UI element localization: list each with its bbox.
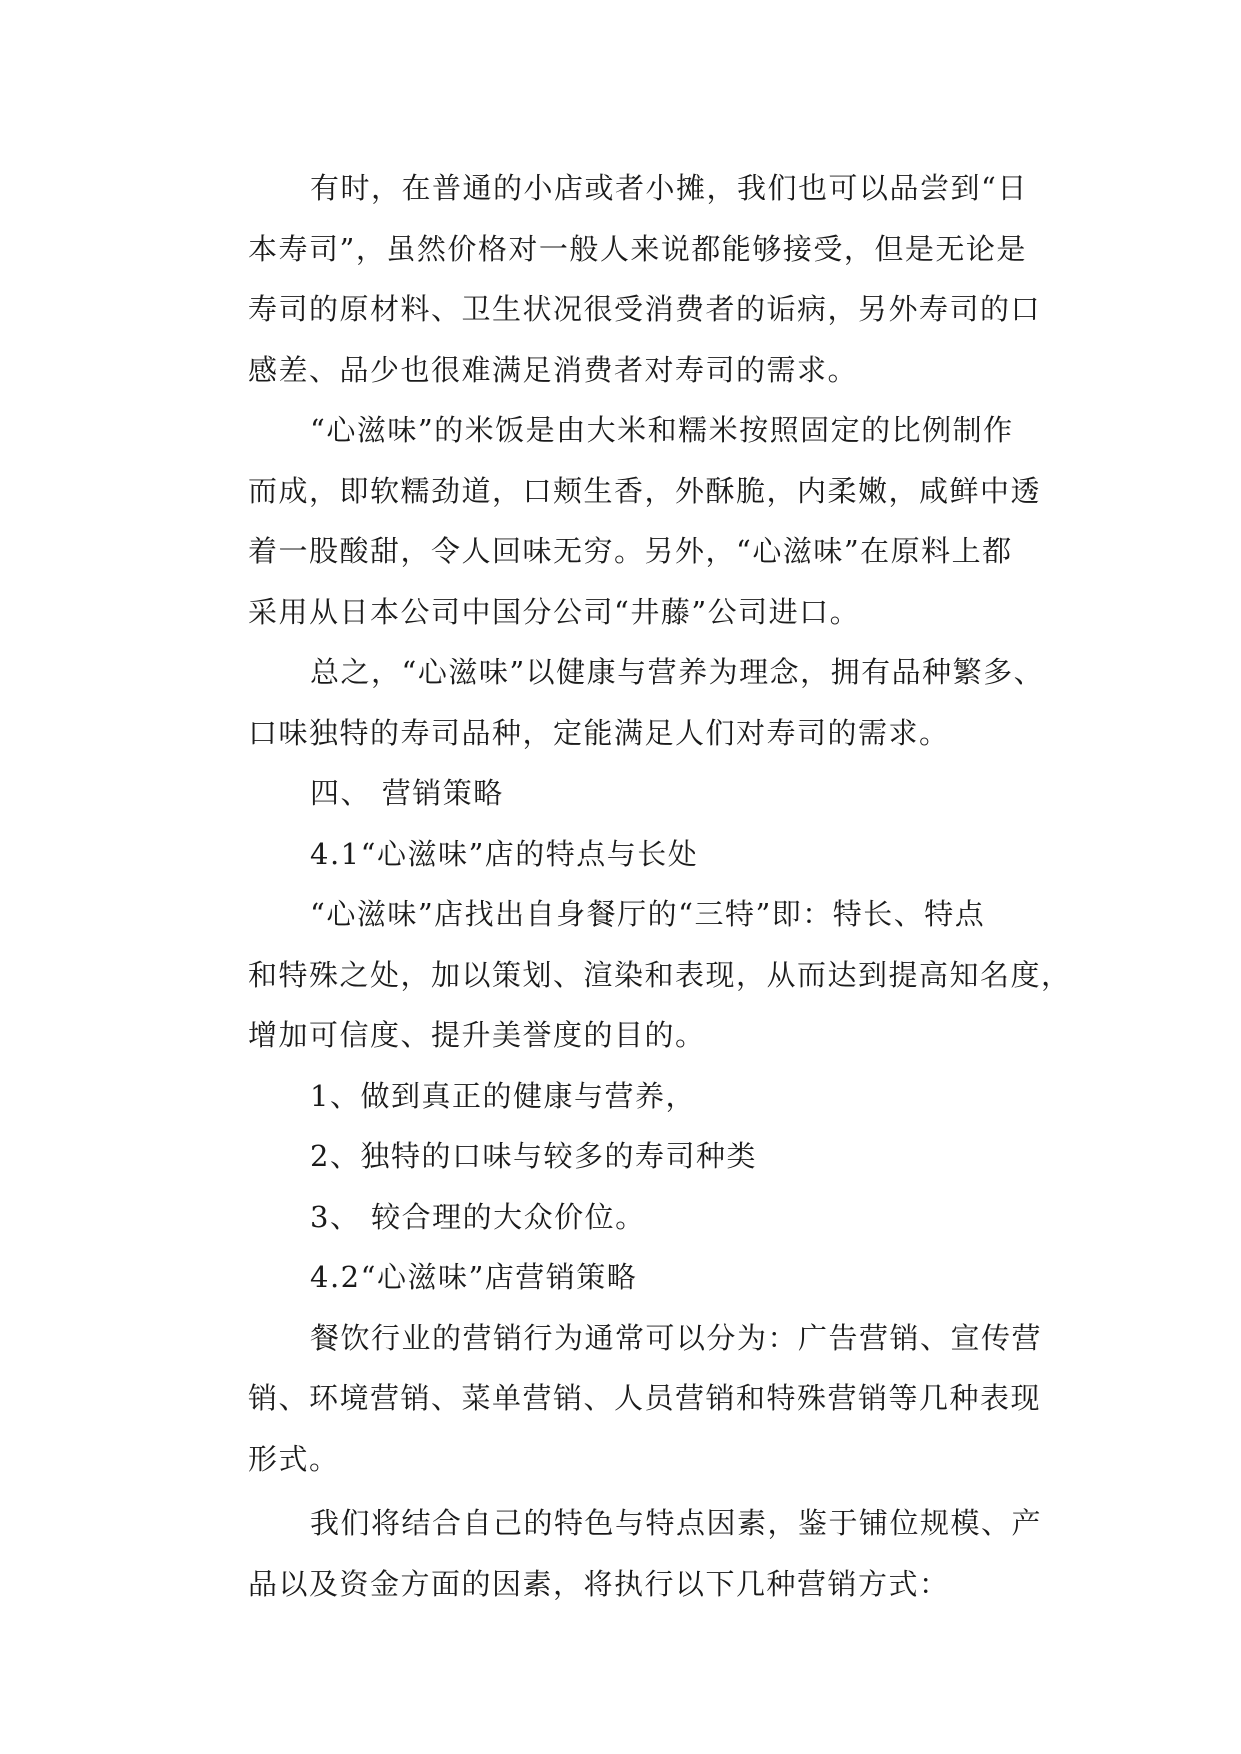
text-line: 着一股酸甜，令人回味无穷。另外，“心滋味”在原料上都 (248, 534, 1013, 568)
text-line: 和特殊之处，加以策划、渲染和表现，从而达到提高知名度， (248, 957, 1072, 992)
paragraph-rice (190, 400, 1090, 642)
paragraph-street-sushi (190, 158, 1090, 400)
text-line: 餐饮行业的营销行为通常可以分为：广告营销、宣传营 (310, 1320, 1043, 1355)
text-line: 口味独特的寿司品种，定能满足人们对寿司的需求。 (248, 715, 950, 750)
text-line: 总之，“心滋味”以健康与营养为理念，拥有品种繁多、 (310, 655, 1045, 689)
subsection-heading-4-2 (190, 1247, 1090, 1308)
text-line: 我们将结合自己的特色与特点因素，鉴于铺位规模、产 (310, 1506, 1043, 1540)
section-heading-marketing (190, 763, 1090, 824)
document-body (190, 158, 1090, 1614)
subsection-heading: 4.2“心滋味”店营销策略 (310, 1260, 638, 1294)
text-line: 而成，即软糯劲道，口颊生香，外酥脆，内柔嫩，咸鲜中透 (248, 473, 1042, 508)
text-line: 有时，在普通的小店或者小摊，我们也可以品尝到“日 (310, 171, 1028, 205)
text-line: 形式。 (248, 1441, 340, 1476)
text-line: 寿司的原材料、卫生状况很受消费者的诟病，另外寿司的口 (248, 292, 1042, 326)
paragraph-marketing-types (190, 1308, 1090, 1490)
text-line: “心滋味”店找出自身餐厅的“三特”即：特长、特点 (310, 897, 986, 931)
list-item: 2、独特的口味与较多的寿司种类 (310, 1139, 757, 1173)
subsection-heading-4-1 (190, 824, 1090, 885)
text-line: 品以及资金方面的因素，将执行以下几种营销方式： (248, 1566, 950, 1601)
list-item-1 (190, 1066, 1090, 1127)
text-line: 销、环境营销、菜单营销、人员营销和特殊营销等几种表现 (248, 1381, 1042, 1415)
list-item-2 (190, 1126, 1090, 1187)
paragraph-marketing-plan (190, 1493, 1090, 1614)
paragraph-summary (190, 642, 1090, 763)
text-line: 采用从日本公司中国分公司“井藤”公司进口。 (248, 594, 861, 629)
list-item-3 (190, 1187, 1090, 1248)
section-heading: 四、 营销策略 (310, 776, 504, 810)
text-line: 增加可信度、提升美誉度的目的。 (248, 1018, 706, 1052)
list-item: 1、做到真正的健康与营养， (310, 1078, 696, 1113)
list-item: 3、 较合理的大众价位。 (310, 1199, 646, 1234)
text-line: 本寿司”，虽然价格对一般人来说都能够接受，但是无论是 (248, 231, 1027, 266)
paragraph-three-features (190, 884, 1090, 1066)
text-line: 感差、品少也很难满足消费者对寿司的需求。 (248, 352, 859, 387)
subsection-heading: 4.1“心滋味”店的特点与长处 (310, 836, 699, 871)
text-line: “心滋味”的米饭是由大米和糯米按照固定的比例制作 (310, 413, 1014, 447)
